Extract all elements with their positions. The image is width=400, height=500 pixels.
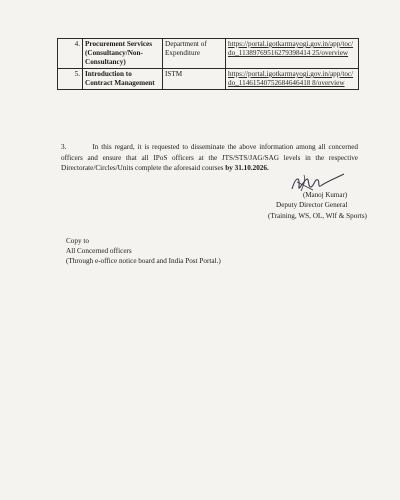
- copy-to-heading: Copy to: [66, 237, 89, 245]
- instruction-paragraph: [61, 142, 358, 174]
- paragraph-number: 3.: [61, 143, 67, 151]
- paragraph-text: In this regard, it is requested to disseminate the above information among all concerned officers and ensure that all IPoS officers at the JTS/STS/JAG/SAG levels in the respective Directorate/Circles/Units complete the aforesaid courses: [61, 143, 358, 172]
- copy-recipients: All Concerned officers: [66, 247, 132, 256]
- courses-table: [57, 38, 359, 90]
- course-link[interactable]: https://portal.igotkarmayogi.gov.in/app/toc/do_11389769516279398414 25/overview: [226, 39, 359, 69]
- table-row: [58, 69, 359, 90]
- copy-channel-note: (Through e-office notice board and India Post Portal.): [66, 257, 221, 266]
- signatory-name: (Manoj Kumar): [303, 191, 348, 199]
- course-title: Introduction to Contract Management: [83, 69, 163, 90]
- copy-to-block: [66, 236, 221, 267]
- signatory-division: (Training, WS, OL, Wlf & Sports): [268, 212, 367, 220]
- table-row: [58, 39, 359, 69]
- row-number: 4.: [58, 39, 83, 69]
- course-department: Department of Expenditure: [163, 39, 226, 69]
- signatory-designation: Deputy Director General: [276, 201, 348, 209]
- course-title: Procurement Services (Consultancy/Non-Consultancy): [83, 39, 163, 69]
- course-department: ISTM: [163, 69, 226, 90]
- course-link[interactable]: https://portal.igotkarmayogi.gov.in/app/toc/do_11461540752684646418 8/overview: [226, 69, 359, 90]
- deadline-text: by 31.10.2026.: [225, 164, 269, 172]
- row-number: 5.: [58, 69, 83, 90]
